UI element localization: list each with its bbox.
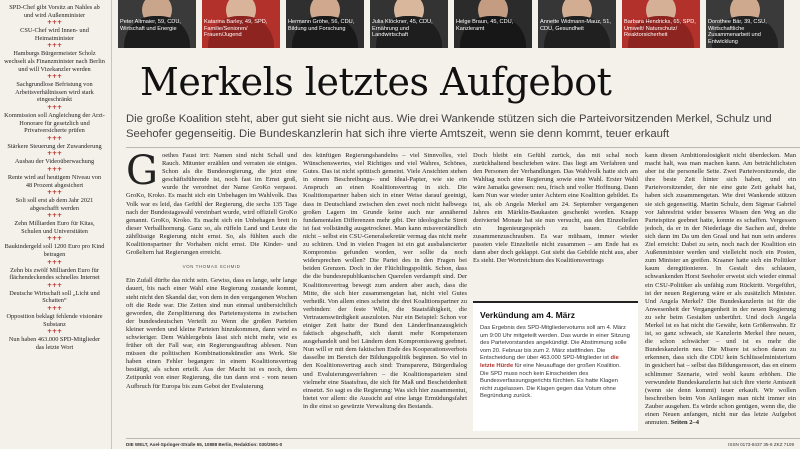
sidebar-separator: +++ — [46, 328, 63, 336]
info-box-highlight: die letzte Hürde — [480, 355, 619, 369]
minister-portrait — [202, 0, 280, 48]
news-summary-sidebar — [0, 0, 112, 449]
sidebar-item: SPD-Chef gibt Vorsitz an Nahles ab und wird Außenminister — [9, 4, 100, 19]
sidebar-item: Hamburgs Bürgermeister Scholz wechselt als Finanzminister nach Berlin und will Vizekanzler werden — [4, 50, 105, 73]
sidebar-item: Zehn bis zwölf Milliarden Euro für flächendeckendes schnelles Internet — [9, 266, 100, 282]
article-paragraph: oethes Faust irrt: Namen sind nicht Schall und Rauch. Mitunter erzählen und verraten sie einiges. Schon als die Bundesregierung, die jetzt eine geschäftsführende ist, noch fast im Ernst groß, wurde ihr verordnet der Name GroKo verpasst. GroKo, Kroko. Es macht sich ein Unbehagen im Wahlvolk. Das Volk war es leid, das Gefühl der Regierung, die sechs 135 Tage nach der Bundestagswahl vereinbart wurde, wird offiziell GroKo genannt. GroKo, Kroko. Es macht sich ein Unbehagen breit in dieser Verballhornung. Ganz so, als rüffeln Land und Leute die zähflüssige Regierung nicht ernst. So, als fühlten auch die Koalitionspartner ihr Vorhaben nicht ernst. Die Kinder- und Großeltern hat Regierungen erreicht. — [126, 152, 297, 257]
info-box-title: Verkündung am 4. März — [480, 310, 575, 320]
sidebar-item: Zehn Milliarden Euro für Kitas, Schulen und Universitäten — [14, 220, 95, 235]
portrait-caption: Dorothee Bär, 39, CSU, Wirtschaftliche Zusammenarbeit und Entwicklung — [708, 19, 767, 45]
sidebar-separator: +++ — [46, 134, 63, 142]
portrait-caption: Annette Widmann-Mauz, 51, CDU, Gesundheit — [540, 19, 611, 32]
article-paragraph: Doch bleibt ein Gefühl zurück, das mit schal noch zurückhaltend beschrieben wäre. Das liegt am Verfahren und den Personen der Verhandlungen. Das Wahlvolk hatte sich am Wahltag noch eine Regierung sowie eine Wahl. Erster Wahl wäre Jamaika gewesen: neu, frisch und voller Hoffnung. Dann kam Nun war wieder unter Achtern eine Koalition gebildet. Es ist, als ob Angela Merkel am 24. September vergangenen Jahres ein Märklin-Baukasten geschenkt worden. Knapp dreiviertel Monate hat sie nun versucht, aus den Einzelteilen ein Ingenieurgespräch zu bauen. Gebilde zusammenzuschrauben. Es war mühsam, immer wieder passten viele Einzelteile nicht zusammen – am Ende hat es dann aber doch geklappt. Gut sieht das Gebilde nicht aus, aber Es steht. Der Wortreichtum des Koalitionsvertrags — [473, 152, 638, 265]
sidebar-item: Ausbau der Videoüberwachung — [14, 158, 95, 166]
sidebar-item: Deutsche Wirtschaft soll „Licht und Schatten“ — [9, 289, 100, 305]
sidebar-separator: +++ — [46, 235, 63, 243]
drop-cap: G — [126, 152, 158, 194]
article-paragraph: des künftigen Regierungshandelns – viel Sinnvolles, viel Wünschenswertes, viel Richtiges und viel Wahres, Schönes, Gutes. Das ist nicht spöttisch gemeint. Viele Ansichten stehen in einem Beschreibungs- und Ideal-Papier, wie sie ein Anspruch an einen Koalitionsvertrag in sich. Die Koalitionspartner haben sich in einer Weise darauf geeinigt, dass in Deutschland zwischen den zwei noch nicht halbwegs großen Lagern im Grunde keine auch nur annähernd fundamentalen Differenzen mehr gibt. Der ideologische Streit ist fast vollständig ausgetrocknet. Man kann missverständlich nicht – selbst ein CSU-Generalsekretär vermag das nicht mehr zu schüren. Und in vielen Fragen ist ein gut ausbalancierter Kompromiss gefunden worden, wer sollte da noch widersprechen wollen? Die Partei des in den Fragen bei beiden Grenzen. Doch in der Flüchtlingspolitik. Schon, dass die die bundesrepublikanischen Querelen verdampft sind. Der Koalitionsvertrag bewegt zum andern aber auch, dass die Mitte, die sich hier zusammengetan hat, nicht viel Gutes verheißt. Von allem eines scheint die drei Koalitionspartner zu verbinden: der feste Wille, die Staatsfähigkeit, die Vertrauenswürdigkeit auszuloten. Nur ein Beispiel: Schon vor einiger Zeit hatte der Bund den Länderfinanzausgleich faktisch abgeschafft, sich damit mehr Kompetenzen ausgehandelt und bei Ländern dem Kompromissweg geebnet. Nun will er mit dem faktischen Ende des Kooperationsverbots dasselbe im Bereich der Bildungspolitik beginnen. So viel in den Koalitionsvertrag auch sind: Transparenz, Bürgerdialog und Evaluierungsverfahren – die Koalitionsparteien sind vielmehr eine Staatsfrau, die sich für Maß und Bescheidenheit einsetzt. So sagt es die Regierung: Was sich hier zusammentut, bietet vor allem: die Aussicht auf eine lange Ermüdungsfahrt in die einst so gewürzte Verwaltung des Bestands. — [303, 152, 467, 410]
article-column-3 — [473, 152, 638, 295]
info-box — [473, 301, 638, 431]
sidebar-item: Baukindergeld soll 1200 Euro pro Kind betragen — [4, 243, 105, 259]
headline: Merkels letztes Aufgebot — [140, 60, 612, 104]
page-reference: Seiten 2–4 — [670, 419, 699, 427]
portrait-caption: Barbara Hendricks, 65, SPD, Umwelt/ Naturschutz/ Reaktorsicherheit — [624, 19, 696, 39]
info-box-text — [480, 325, 631, 401]
minister-portrait — [286, 0, 364, 48]
portrait-caption: Hermann Gröhe, 56, CDU, Bildung und Forschung — [288, 19, 355, 32]
sidebar-separator: +++ — [46, 42, 63, 50]
page-footer — [126, 438, 800, 449]
article-paragraph: Ein Zufall dürfte das nicht sein. Gewiss, dass es lange, sehr lange dauert, bis nach einer Wahl eine Regierung zustande kommt, steht nicht den Skandal dar, von dem in den vergangenen Wochen oft die Rede war. Die Zeiten sind nun einmal unübersichtlich geworden, die Zersplitterung des Parteiensystems in zwischen der bundesdeutschen Verteilt zu Wenn die großen Parteien kleiner werden und kleine Parteien hinzukommen, dann wird es schwieriger. Dem Wahlergebnis lässt sich nicht mehr, wie es früher oft der Fall war, ein Regierungsauftrag ablesen. Nun müssen die politischen Kombinationskünstler ans Werk. Sie haben einen Fehler begangen: in einem Koalitionsvertrag bestätigt, als schon erteilt. Aus der Macht ist es noch, dem Zeitpunkt von einer Regierung, die tun dann erst - vom neuen Aufbruch für Europa bis zum Gebot der Evaluierung — [126, 277, 297, 390]
footer-issn: ISSN 0173-8437 35-6 ZKZ 7109 — [728, 442, 794, 447]
minister-portrait — [370, 0, 448, 48]
minister-portrait — [622, 0, 700, 48]
portrait-caption: Katarina Barley, 49, SPD, Familie/Senioren/ Frauen/Jugend — [204, 19, 268, 39]
sidebar-item: Rente wird auf heutigem Niveau von 48 Prozent abgesichert — [7, 173, 102, 189]
sidebar-item: Nun haben 463.000 SPD-Mitglieder das letzte Wort — [8, 336, 101, 351]
article-column-1 — [126, 152, 297, 437]
info-box-text-a: Das Ergebnis des SPD-Mitgliedervotums soll am 4. März um 9:00 Uhr mitgeteilt werden. Das wurde in einer Sitzung des Parteivorstandes angekündigt. Die Abstimmung solle vom 20. Februar bis zum 2. März stattfinden. Die Entscheidung der über 463.000 SPD-Mitglieder ist — [480, 325, 630, 362]
portrait-caption: Peter Altmaier, 59, CDU, Wirtschaft und Energie — [120, 19, 181, 32]
sidebar-item: Kommission soll Angleichung der Arzt-Honorare für gesetzlich und Privatversicherte prüfen — [4, 111, 105, 135]
deck: Die große Koalition steht, aber gut sieht sie nicht aus. Wie drei Wankende stützen sich die Parteivorsitzenden Merkel, Schulz und Seehofer gegenseitig. Die Bundeskanzlerin hat sich ihre vierte Amtszeit, wenn sie denn kommt, teuer erkauft — [126, 113, 772, 140]
sidebar-separator: +++ — [46, 150, 63, 158]
divider — [126, 147, 800, 148]
footer-imprint: DIE WELT, Axel-Springer-Straße 65, 10888 Berlin, Redaktion: 030/2591-0 — [126, 442, 283, 447]
sidebar-item: CSU-Chef wird Innen- und Heimatminister — [20, 27, 89, 42]
article-column-4 — [645, 152, 796, 437]
article-paragraph — [645, 152, 796, 427]
minister-portrait — [118, 0, 196, 48]
sidebar-item: Opposition beklagt fehlende visionäre Substanz — [6, 313, 103, 328]
sidebar-item: Sachgrundlose Befristung von Arbeitsverhältnissen wird stark eingeschränkt — [15, 81, 94, 104]
article-text: kann diesen Ambitionslosigkeit nicht überdecken. Man macht halt, was man machen kann. Am beträchtlichsten aber ist die personelle Seite. Zwei Parteivorsitzende, die ihre beste Zeit hinter sich haben, und ein Parteivorsitzender, der nie eine gute Zeit gehabt hat, haben sich zusammengetan. Wie drei Wankende stützen sie sich gegenseitig. Martin Schulz, dem Sigmar Gabriel vor Jahresfrist wider besseres Wissen den Weg an die Parteispitze geebnet hatte, konnte es schaffen. Vergessen jedoch, da er in der Niederlage die Sachen auf, drehte sich dann im Da um den Graal und hat nun sein anderes Ziel erreicht: Dabei zu sein, noch nach der Koalition ein Außenminister werden und vielleicht noch ein Posten, zum Minister an greifen. Kraaner hatte sich ein Politiker kaum deregitionieren. In Gestalt des schlauen, schwankenden Horst Seehofer erweist sich wieder einmal ein CSU-Politiker als unfähig zum Rücktritt. Vorgeführt, ist der neuen Regierung wäre er als zusätzlich Minister. Und Angela Merkel? Die Bundeskanzlerin ist für die Anwesenheit der Vergangenheit in der neuen Regierung zu sehr beim Gestalten unberührt. Und doch Angela Merkel ist es hat nicht die Gewähr, kein Größenwahn. Er ist, so ganz schwach, sie Kanzlerin Merkel ihre neuen, die schon schwächer – und ist es mehr die Bundeskanzlerin neu. Die Misere ist schon daran zu erkennen, dass sich die CDU kein Schlüsselministerium in gesichert hat – selbst das Bildungsressort, das en einem schlimmer Szenarie, wird wohl kaum erhöhen. Die verwundete Bundeskanzlerin hat sich ihre vierte Amtszeit (wenn sie denn kommt) teuer erkauft. Wir wollen beschreiben beim Von Anfängen man nicht immer ein Zauber ausgehen. Es würde schon genügen, wenn die, die einen Neuen anfangen, nicht nur das letzte Aufgebot anmuten. — [645, 152, 796, 427]
sidebar-item: Soli soll erst ab dem Jahr 2021 abgeschafft werden — [15, 197, 94, 212]
sidebar-separator: +++ — [46, 305, 63, 313]
portrait-caption: Helge Braun, 45, CDU, Kanzleramt — [456, 19, 514, 32]
minister-portrait — [538, 0, 616, 48]
byline: VON THOMAS SCHMID — [182, 264, 241, 270]
sidebar-separator: +++ — [46, 189, 63, 197]
sidebar-separator: +++ — [46, 281, 63, 289]
minister-portrait — [454, 0, 532, 48]
sidebar-item: Stärkere Steuerung der Zuwanderung — [7, 142, 102, 150]
minister-portrait-strip — [118, 0, 800, 48]
sidebar-separator: +++ — [46, 103, 63, 111]
sidebar-separator: +++ — [46, 212, 63, 220]
sidebar-separator: +++ — [46, 165, 63, 173]
sidebar-separator: +++ — [46, 258, 63, 266]
sidebar-separator: +++ — [46, 19, 63, 27]
info-box-text-b: für eine Neuauflage der großen Koalition. Die SPD muss noch kein Einscheiden des Bundesverfassungsgerichts fürchten. Es hatte Klagen nicht zugelassen. Die Klagen gegen das Votum ohne Begründung zurück. — [480, 362, 621, 400]
article-column-2 — [303, 152, 467, 437]
portrait-caption: Julia Klöckner, 45, CDU, Ernährung und Landwirtschaft — [372, 19, 433, 39]
minister-portrait — [706, 0, 784, 48]
sidebar-separator: +++ — [46, 73, 63, 81]
